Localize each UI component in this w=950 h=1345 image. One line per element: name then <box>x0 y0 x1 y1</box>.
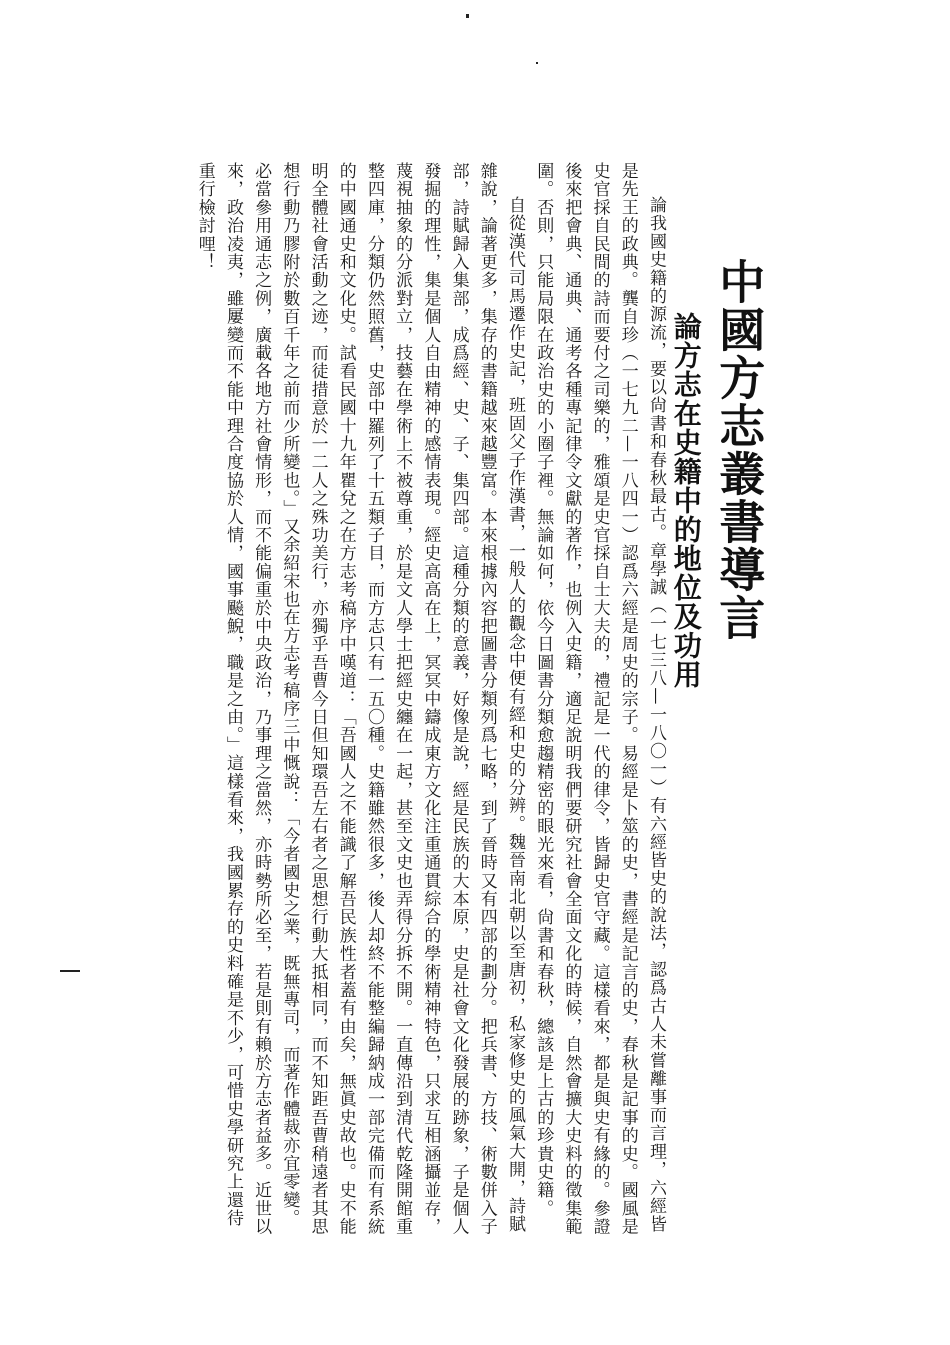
body-text <box>110 162 670 1242</box>
paragraph-1: 論我國史籍的源流，要以尙書和春秋最古。章學誠（一七三八—一八〇一）有六經皆史的說法，認爲古人未嘗離事而言理，六經皆是先王的政典。龔自珍（一七九二—一八四一）認爲六經是周史的宗子。易經是卜筮的史，書經是記言的史，春秋是記事的史。國風是史官採自民間的詩而要付之司樂的，雅頌是史官採自士大夫的，禮記是一代的律令，皆歸史官守藏。這樣看來，都是與史有緣的。參證後來把會典、通典、通考各種專記律令文獻的著作，也例入史籍，適足說明我們要研究社會全面文化的時候，自然會擴大史料的徵集範圍。否則，只能局限在政治史的小圈子裡。無論如何，依今日圖書分類愈趨精密的眼光來看，尙書和春秋，總該是上古的珍貴史籍。 <box>533 162 666 1236</box>
margin-dash-mark <box>60 970 80 972</box>
page-title: 中國方志叢書導言 <box>712 258 767 642</box>
speck-mark <box>536 62 538 64</box>
page-subtitle: 論方志在史籍中的地位及功用 <box>669 312 703 689</box>
speck-mark <box>466 14 469 18</box>
paragraph-2: 自從漢代司馬遷作史記，班固父子作漢書，一般人的觀念中便有經和史的分辨。魏晉南北朝以至唐初，私家修史的風氣大開，詩賦雜說，論著更多，集存的書籍越來越豐富。本來根據內容把圖書分類列爲七略，到了晉時又有四部的劃分。把兵書、方技、術數併入子部，詩賦歸入集部，成爲經、史、子、集四部。這種分類的意義，好像是說，經是民族的大本原，史是社會文化發展的跡象，子是個人發掘的理性，集是個人自由精神的感情表現。經史高高在上，冥冥中鑄成東方文化注重通貫綜合的學術精神特色，只求互相涵攝並存，蔑視抽象的分派對立，技藝在學術上不被尊重，於是文人學士把經史纏在一起，甚至文史也弄得分拆不開。一直傳沿到清代乾隆開館重整四庫，分類仍然照舊，史部中羅列了十五類子目，而方志只有一五〇種。史籍雖然很多，後人却終不能整編歸納成一部完備而有系統的中國通史和文化史。試看民國十九年瞿兌之在方志考稿序中嘆道：「吾國人之不能識了解吾民族性者蓋有由矣，無眞史故也。史不能明全體社會活動之迹，而徒措意於一二人之殊功美行，亦獨乎吾曹今日但知環吾左右者之思想行動大抵相同，而不知距吾曹稍遠者其思想行動乃膠附於數百千年之前而少所變也。」又余紹宋也在方志考稿序三中慨說：「今者國史之業，既無專司，而著作體裁亦宜零變。必當參用通志之例，廣載各地方社會情形，而不能偏重於中央政治，乃事理之當然，亦時勢所必至，若是則有賴於方志者益多。近世以來，政治凌夷，雖屢變而不能中理合度協於人情，國事飈鯢，職是之由。」這樣看來，我國累存的史料確是不少，可惜史學研究上還待重行檢討哩！ <box>194 162 525 1236</box>
